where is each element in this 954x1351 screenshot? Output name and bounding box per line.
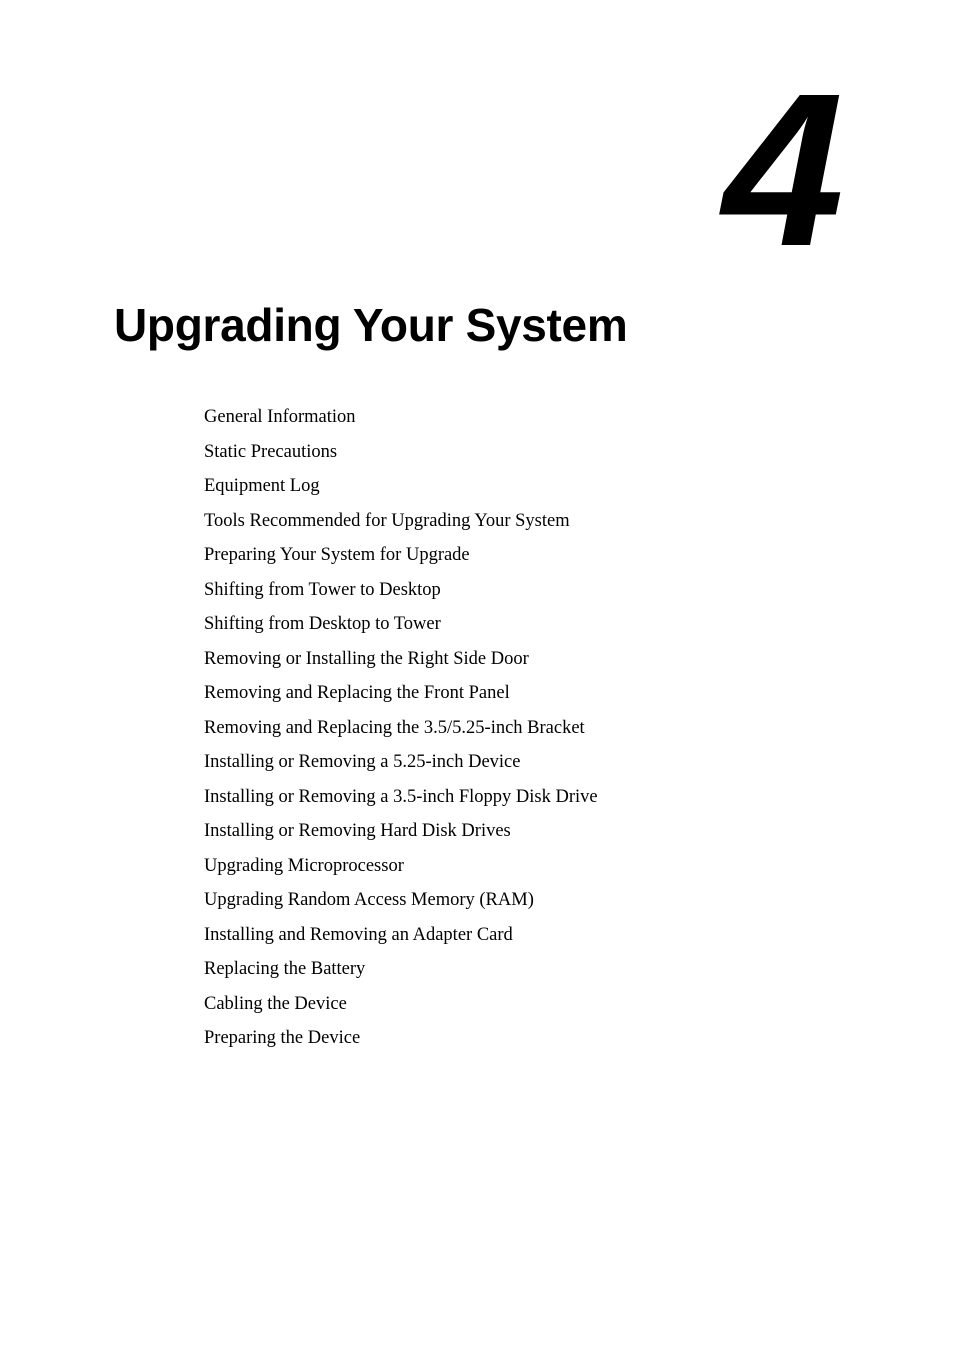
toc-item[interactable]: Static Precautions: [204, 441, 338, 462]
toc-item[interactable]: Tools Recommended for Upgrading Your System: [204, 510, 570, 531]
toc-item[interactable]: Removing and Replacing the 3.5/5.25-inch Bracket: [204, 717, 585, 738]
toc-item[interactable]: Cabling the Device: [204, 993, 347, 1014]
toc-item[interactable]: Installing or Removing a 3.5-inch Floppy Disk Drive: [204, 786, 598, 807]
toc-item[interactable]: Preparing the Device: [204, 1028, 361, 1048]
toc-item[interactable]: Upgrading Microprocessor: [204, 855, 404, 876]
toc-item[interactable]: Shifting from Desktop to Tower: [204, 614, 441, 634]
toc-item[interactable]: General Information: [204, 407, 356, 427]
toc-item[interactable]: Equipment Log: [204, 476, 320, 496]
toc-item[interactable]: Removing or Installing the Right Side Door: [204, 648, 529, 669]
toc-item[interactable]: Installing or Removing Hard Disk Drives: [204, 821, 511, 841]
toc-item[interactable]: Upgrading Random Access Memory (RAM): [204, 890, 534, 910]
toc-item[interactable]: Installing or Removing a 5.25-inch Device: [204, 752, 521, 772]
toc-item[interactable]: Preparing Your System for Upgrade: [204, 545, 470, 565]
chapter-contents-list: [204, 400, 598, 1056]
toc-item[interactable]: Installing and Removing an Adapter Card: [204, 924, 513, 945]
toc-item[interactable]: Removing and Replacing the Front Panel: [204, 683, 510, 703]
chapter-title: Upgrading Your System: [114, 299, 628, 351]
chapter-number: 4: [722, 49, 844, 292]
toc-item[interactable]: Shifting from Tower to Desktop: [204, 579, 441, 600]
toc-item[interactable]: Replacing the Battery: [204, 959, 366, 979]
